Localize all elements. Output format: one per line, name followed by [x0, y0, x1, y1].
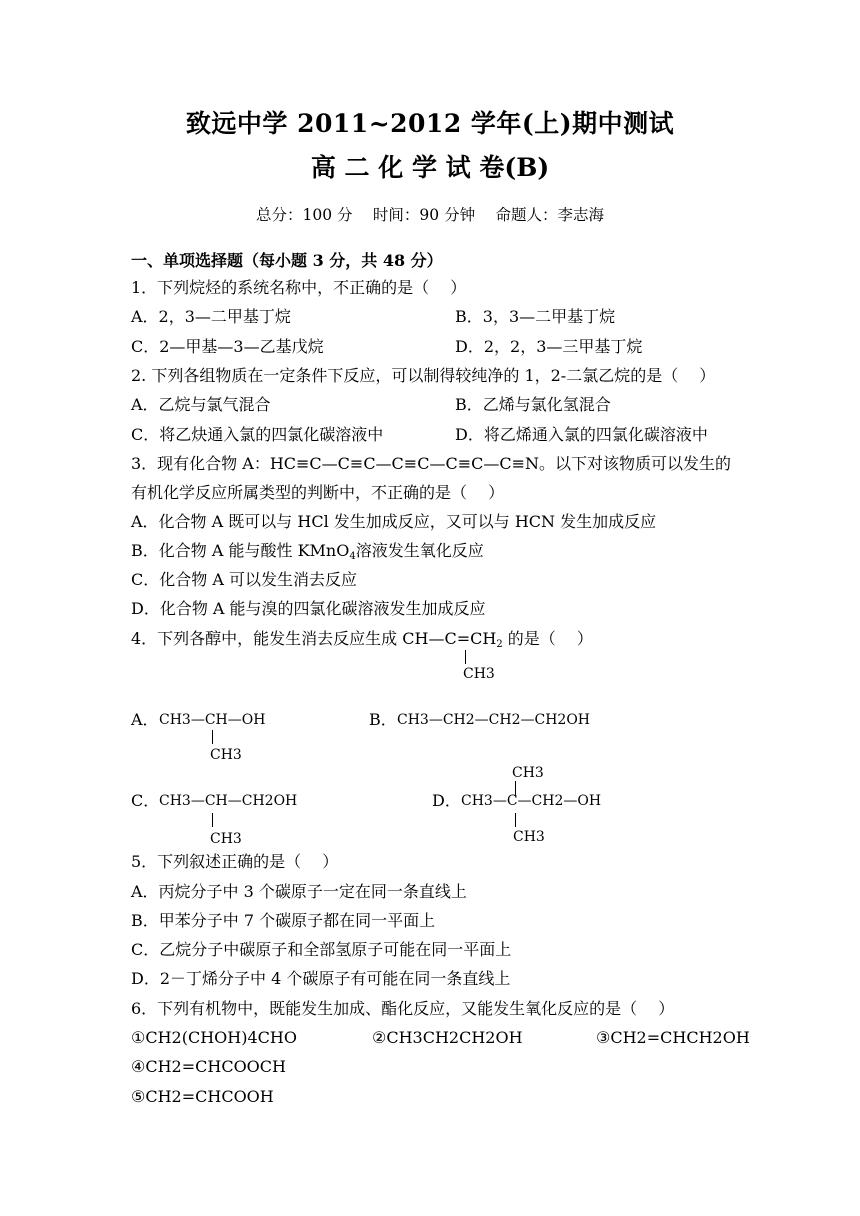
q6-option-1: ①CH2(CHOH)4CHO: [131, 1028, 297, 1047]
q3-option-a: A．化合物 A 既可以与 HCl 发生加成反应，又可以与 HCN 发生加成反应: [131, 512, 657, 531]
q6-option-5: ⑤CH2=CHCOOH: [131, 1087, 274, 1106]
q2-option-d: D．将乙烯通入氯的四氯化碳溶液中: [455, 425, 708, 444]
q4-option-d-formula: CH3—C—CH2—OH: [461, 793, 602, 809]
q4-option-c-formula: CH3—CH—CH2OH: [159, 793, 298, 809]
q3-option-d: D．化合物 A 能与溴的四氯化碳溶液发生加成反应: [131, 599, 486, 618]
q4-stem: 4．下列各醇中，能发生消去反应生成 $CH—C=CH_2$ 的是（ ）: [131, 629, 593, 650]
q6-option-2: ②CH3CH2CH2OH: [372, 1028, 523, 1047]
q6-option-4: ④CH2=CHCOOCH: [131, 1057, 286, 1076]
exam-meta: 总分：100 分 时间：90 分钟 命题人：李志海: [255, 206, 605, 224]
q4-option-b-formula: CH3—CH2—CH2—CH2OH: [397, 712, 590, 728]
q4-option-a-label: A．: [131, 710, 159, 729]
q4-option-c-branch: CH3: [210, 831, 242, 847]
q4-option-d-top-branch: CH3: [512, 765, 544, 781]
q5-option-d: D．2－丁烯分子中 4 个碳原子有可能在同一条直线上: [131, 969, 511, 988]
q5-option-b: B．甲苯分子中 7 个碳原子都在同一平面上: [131, 911, 436, 930]
q1-stem: 1．下列烷烃的系统名称中，不正确的是（ ）: [131, 278, 467, 297]
q1-option-b: B．3，3—二甲基丁烷: [455, 307, 616, 326]
q4-stem-branch: CH3: [463, 666, 495, 682]
q1-option-a: A．2，3—二甲基丁烷: [131, 307, 291, 326]
q4-stem-bond: [465, 650, 466, 664]
q4-option-d-label: D．: [432, 791, 461, 810]
exam-title: 致远中学 2011~2012 学年(上)期中测试: [185, 109, 675, 138]
q3-option-c: C．化合物 A 可以发生消去反应: [131, 570, 357, 589]
q2-option-c: C．将乙炔通入氯的四氯化碳溶液中: [131, 425, 384, 444]
q5-option-a: A．丙烷分子中 3 个碳原子一定在同一条直线上: [131, 882, 467, 901]
q4-option-a-bond: [212, 730, 213, 744]
q4-option-b-label: B．: [369, 710, 397, 729]
q2-option-a: A．乙烷与氯气混合: [131, 395, 271, 414]
q2-option-b: B．乙烯与氯化氢混合: [455, 395, 611, 414]
q5-option-c: C．乙烷分子中碳原子和全部氢原子可能在同一平面上: [131, 940, 512, 959]
q4-option-c-label: C．: [131, 791, 160, 810]
q3-stem-line1: 3．现有化合物 A：HC≡C—C≡C—C≡C—C≡C—C≡N。以下对该物质可以发生的: [131, 454, 731, 473]
exam-subtitle: 高 二 化 学 试 卷(B): [310, 153, 550, 182]
q4-option-a-formula: CH3—CH—OH: [159, 712, 266, 728]
q4-option-c-bond: [212, 813, 213, 827]
q4-option-d-bottom-bond: [515, 813, 516, 827]
q3-stem-line2: 有机化学反应所属类型的判断中，不正确的是（ ）: [131, 483, 505, 502]
q2-stem: 2. 下列各组物质在一定条件下反应，可以制得较纯净的 1，2-二氯乙烷的是（ ）: [131, 366, 716, 385]
q5-stem: 5．下列叙述正确的是（ ）: [131, 852, 339, 871]
section-title: 一、单项选择题（每小题 3 分，共 48 分）: [131, 251, 443, 270]
q6-option-3: ③CH2=CHCH2OH: [596, 1028, 750, 1047]
q3-option-b: B．化合物 A 能与酸性 KMnO$_4$溶液发生氧化反应: [131, 541, 484, 562]
q6-stem: 6．下列有机物中，既能发生加成、酯化反应，又能发生氧化反应的是（ ）: [131, 999, 675, 1018]
q4-option-d-bottom-branch: CH3: [513, 829, 545, 845]
q4-option-a-branch: CH3: [210, 747, 242, 763]
q1-option-d: D．2，2，3—三甲基丁烷: [455, 337, 643, 356]
q1-option-c: C．2—甲基—3—乙基戊烷: [131, 337, 324, 356]
